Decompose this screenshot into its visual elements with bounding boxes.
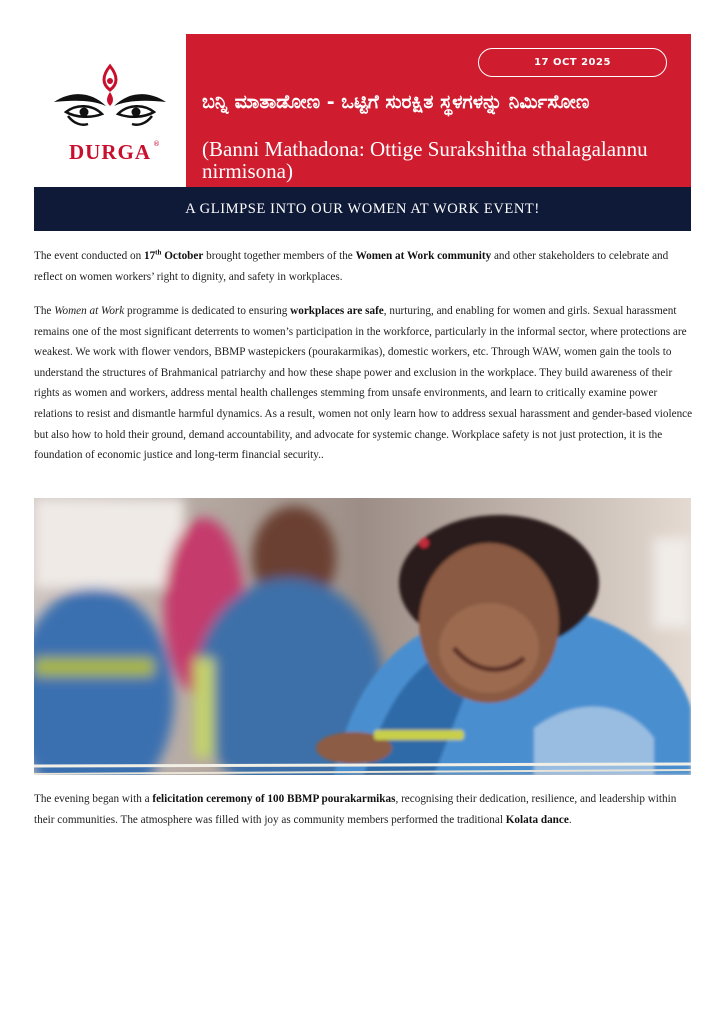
- durga-logo: [34, 34, 185, 187]
- section-heading: A GLIMPSE INTO OUR WOMEN AT WORK EVENT!: [185, 200, 540, 217]
- date-badge: 17 OCT 2025: [478, 48, 667, 77]
- logo-wordmark: DURGA: [69, 140, 151, 164]
- intro-paragraph: The event conducted on 17th October brought together members of the Women at Work community and other stakeholders to celebrate and reflect on women workers’ right to dignity, and safety in workplaces.: [34, 248, 669, 283]
- programme-paragraph: The Women at Work programme is dedicated to ensuring workplaces are safe, nurturing, and enabling for women and girls. Sexual harassment remains one of the most significant deterrents to women’s participation in the workforce, particularly in the informal sector, where protections are weakest. We work with flower vendors, BBMP wastepickers (pourakarmikas), domestic workers, etc. Through WAW, women gain the tools to understand the structures of Brahmanical patriarchy and how these shape power and exclusion in the workplace. They build awareness of their rights as women and workers, address mental health challenges stemming from unsafe environments, and learn to critically examine power relations to resist and dismantle harmful dynamics. As a result, women not only learn how to address sexual harassment and gender-based violence but also how to hold their ground, demand accountability, and advocate for systemic change. Workplace safety is not just protection, it is the foundation of economic justice and long-term financial security..: [34, 305, 693, 462]
- section-heading-bar: [34, 187, 691, 231]
- registered-mark: ®: [153, 140, 160, 148]
- ceremony-paragraph: The evening began with a felicitation ceremony of 100 BBMP pourakarmikas, recognising their dedication, resilience, and leadership within their communities. The atmosphere was filled with joy as community members performed the traditional Kolata dance.: [34, 793, 677, 826]
- title-kannada: ಬನ್ನಿ ಮಾತಾಡೋಣ - ಒಟ್ಟಿಗೆ ಸುರಕ್ಷಿತ ಸ್ಥಳಗಳನ್ನು ನಿರ್ಮಿಸೋಣ: [202, 91, 590, 113]
- title-banner: [186, 34, 691, 187]
- durga-eye-emblem-icon: [52, 62, 168, 172]
- women-at-work-photo-image: [34, 498, 691, 775]
- event-photo: [34, 498, 691, 775]
- title-english: (Banni Mathadona: Ottige Surakshitha sthalagalannu nirmisona): [202, 137, 648, 183]
